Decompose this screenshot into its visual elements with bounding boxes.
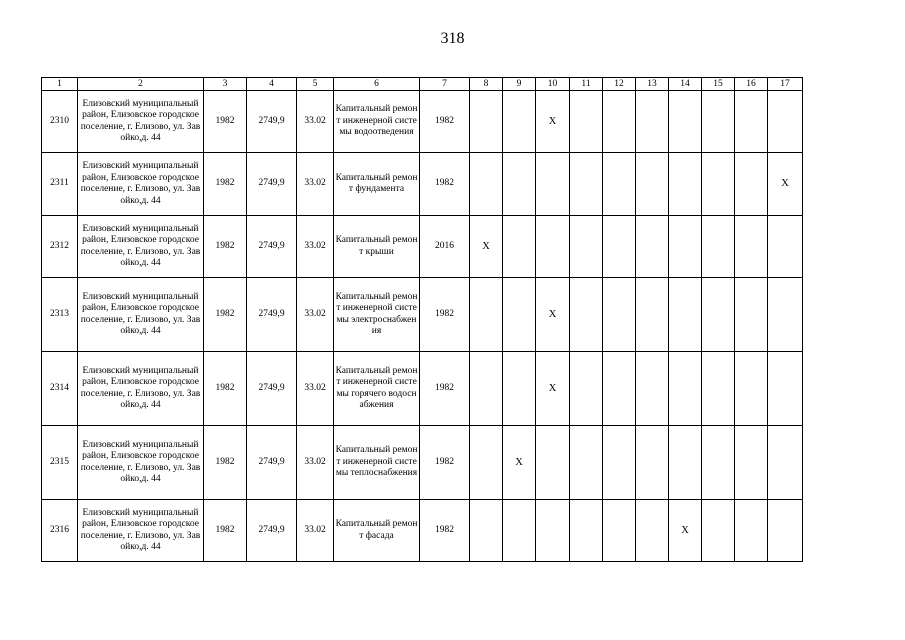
address-cell: Елизовский муниципальный район, Елизовское городское поселение, г. Елизово, ул. Завойко,д. 44 bbox=[78, 500, 204, 562]
page-number: 318 bbox=[440, 30, 465, 47]
rate-cell: 33.02 bbox=[297, 153, 334, 216]
column-header-17: 17 bbox=[768, 78, 803, 91]
empty-cell bbox=[702, 216, 735, 278]
column-header-4: 4 bbox=[247, 78, 297, 91]
empty-cell bbox=[570, 352, 603, 426]
empty-cell bbox=[669, 352, 702, 426]
empty-cell bbox=[570, 153, 603, 216]
column-header-16: 16 bbox=[735, 78, 768, 91]
work-type-cell: Капитальный ремонт инженерной системы горячего водоснабжения bbox=[334, 352, 420, 426]
empty-cell bbox=[503, 352, 536, 426]
area-cell: 2749,9 bbox=[247, 426, 297, 500]
table-row bbox=[42, 426, 803, 500]
row-number-cell: 2310 bbox=[42, 91, 78, 153]
build-year-cell: 1982 bbox=[204, 278, 247, 352]
empty-cell bbox=[636, 500, 669, 562]
table-row bbox=[42, 91, 803, 153]
area-cell: 2749,9 bbox=[247, 352, 297, 426]
empty-cell bbox=[470, 426, 503, 500]
address-cell: Елизовский муниципальный район, Елизовское городское поселение, г. Елизово, ул. Завойко,д. 44 bbox=[78, 426, 204, 500]
empty-cell bbox=[735, 278, 768, 352]
build-year-cell: 1982 bbox=[204, 426, 247, 500]
build-year-cell: 1982 bbox=[204, 500, 247, 562]
empty-cell bbox=[669, 153, 702, 216]
mark-cell: Х bbox=[669, 500, 702, 562]
table-row bbox=[42, 500, 803, 562]
mark-cell: Х bbox=[503, 426, 536, 500]
column-header-8: 8 bbox=[470, 78, 503, 91]
mark-cell: Х bbox=[536, 278, 570, 352]
row-number-cell: 2311 bbox=[42, 153, 78, 216]
empty-cell bbox=[636, 278, 669, 352]
empty-cell bbox=[470, 278, 503, 352]
empty-cell bbox=[603, 426, 636, 500]
address-cell: Елизовский муниципальный район, Елизовское городское поселение, г. Елизово, ул. Завойко,д. 44 bbox=[78, 153, 204, 216]
table-row bbox=[42, 216, 803, 278]
empty-cell bbox=[570, 278, 603, 352]
empty-cell bbox=[669, 91, 702, 153]
empty-cell bbox=[735, 153, 768, 216]
empty-cell bbox=[702, 426, 735, 500]
empty-cell bbox=[603, 500, 636, 562]
empty-cell bbox=[636, 352, 669, 426]
row-number-cell: 2314 bbox=[42, 352, 78, 426]
column-header-13: 13 bbox=[636, 78, 669, 91]
rate-cell: 33.02 bbox=[297, 216, 334, 278]
rate-cell: 33.02 bbox=[297, 500, 334, 562]
empty-cell bbox=[503, 216, 536, 278]
mark-cell: Х bbox=[768, 153, 803, 216]
empty-cell bbox=[636, 216, 669, 278]
planned-year-cell: 1982 bbox=[420, 91, 470, 153]
empty-cell bbox=[536, 153, 570, 216]
rate-cell: 33.02 bbox=[297, 278, 334, 352]
empty-cell bbox=[503, 500, 536, 562]
empty-cell bbox=[603, 216, 636, 278]
empty-cell bbox=[636, 91, 669, 153]
register-table bbox=[41, 77, 803, 562]
column-header-10: 10 bbox=[536, 78, 570, 91]
empty-cell bbox=[735, 426, 768, 500]
empty-cell bbox=[636, 426, 669, 500]
header-row bbox=[42, 78, 803, 91]
empty-cell bbox=[536, 426, 570, 500]
address-cell: Елизовский муниципальный район, Елизовское городское поселение, г. Елизово, ул. Завойко,д. 44 bbox=[78, 91, 204, 153]
work-type-cell: Капитальный ремонт инженерной системы теплоснабжения bbox=[334, 426, 420, 500]
column-header-7: 7 bbox=[420, 78, 470, 91]
empty-cell bbox=[570, 500, 603, 562]
empty-cell bbox=[470, 500, 503, 562]
empty-cell bbox=[735, 216, 768, 278]
empty-cell bbox=[768, 91, 803, 153]
work-type-cell: Капитальный ремонт инженерной системы электроснабжения bbox=[334, 278, 420, 352]
planned-year-cell: 1982 bbox=[420, 500, 470, 562]
work-type-cell: Капитальный ремонт фундамента bbox=[334, 153, 420, 216]
column-header-3: 3 bbox=[204, 78, 247, 91]
table-row bbox=[42, 153, 803, 216]
column-header-2: 2 bbox=[78, 78, 204, 91]
planned-year-cell: 1982 bbox=[420, 278, 470, 352]
address-cell: Елизовский муниципальный район, Елизовское городское поселение, г. Елизово, ул. Завойко,д. 44 bbox=[78, 352, 204, 426]
build-year-cell: 1982 bbox=[204, 216, 247, 278]
column-header-9: 9 bbox=[503, 78, 536, 91]
empty-cell bbox=[768, 278, 803, 352]
empty-cell bbox=[470, 153, 503, 216]
row-number-cell: 2313 bbox=[42, 278, 78, 352]
empty-cell bbox=[702, 500, 735, 562]
mark-cell: Х bbox=[470, 216, 503, 278]
row-number-cell: 2315 bbox=[42, 426, 78, 500]
empty-cell bbox=[470, 91, 503, 153]
empty-cell bbox=[768, 352, 803, 426]
build-year-cell: 1982 bbox=[204, 91, 247, 153]
table-row bbox=[42, 278, 803, 352]
mark-cell: Х bbox=[536, 91, 570, 153]
empty-cell bbox=[669, 216, 702, 278]
empty-cell bbox=[603, 91, 636, 153]
empty-cell bbox=[570, 216, 603, 278]
empty-cell bbox=[768, 500, 803, 562]
empty-cell bbox=[570, 426, 603, 500]
empty-cell bbox=[768, 216, 803, 278]
empty-cell bbox=[470, 352, 503, 426]
rate-cell: 33.02 bbox=[297, 352, 334, 426]
empty-cell bbox=[702, 153, 735, 216]
empty-cell bbox=[603, 278, 636, 352]
empty-cell bbox=[735, 352, 768, 426]
row-number-cell: 2316 bbox=[42, 500, 78, 562]
column-header-1: 1 bbox=[42, 78, 78, 91]
planned-year-cell: 1982 bbox=[420, 352, 470, 426]
area-cell: 2749,9 bbox=[247, 500, 297, 562]
work-type-cell: Капитальный ремонт крыши bbox=[334, 216, 420, 278]
empty-cell bbox=[503, 153, 536, 216]
empty-cell bbox=[503, 91, 536, 153]
table-row bbox=[42, 352, 803, 426]
column-header-14: 14 bbox=[669, 78, 702, 91]
empty-cell bbox=[735, 91, 768, 153]
rate-cell: 33.02 bbox=[297, 91, 334, 153]
rate-cell: 33.02 bbox=[297, 426, 334, 500]
address-cell: Елизовский муниципальный район, Елизовское городское поселение, г. Елизово, ул. Завойко,д. 44 bbox=[78, 216, 204, 278]
empty-cell bbox=[702, 278, 735, 352]
column-header-6: 6 bbox=[334, 78, 420, 91]
mark-cell: Х bbox=[536, 352, 570, 426]
column-header-15: 15 bbox=[702, 78, 735, 91]
empty-cell bbox=[603, 352, 636, 426]
empty-cell bbox=[669, 278, 702, 352]
build-year-cell: 1982 bbox=[204, 352, 247, 426]
empty-cell bbox=[768, 426, 803, 500]
work-type-cell: Капитальный ремонт инженерной системы водоотведения bbox=[334, 91, 420, 153]
planned-year-cell: 2016 bbox=[420, 216, 470, 278]
column-header-5: 5 bbox=[297, 78, 334, 91]
empty-cell bbox=[702, 352, 735, 426]
build-year-cell: 1982 bbox=[204, 153, 247, 216]
empty-cell bbox=[570, 91, 603, 153]
planned-year-cell: 1982 bbox=[420, 426, 470, 500]
work-type-cell: Капитальный ремонт фасада bbox=[334, 500, 420, 562]
empty-cell bbox=[669, 426, 702, 500]
area-cell: 2749,9 bbox=[247, 278, 297, 352]
column-header-11: 11 bbox=[570, 78, 603, 91]
area-cell: 2749,9 bbox=[247, 216, 297, 278]
empty-cell bbox=[503, 278, 536, 352]
column-header-12: 12 bbox=[603, 78, 636, 91]
empty-cell bbox=[702, 91, 735, 153]
row-number-cell: 2312 bbox=[42, 216, 78, 278]
empty-cell bbox=[636, 153, 669, 216]
planned-year-cell: 1982 bbox=[420, 153, 470, 216]
area-cell: 2749,9 bbox=[247, 153, 297, 216]
address-cell: Елизовский муниципальный район, Елизовское городское поселение, г. Елизово, ул. Завойко,д. 44 bbox=[78, 278, 204, 352]
empty-cell bbox=[735, 500, 768, 562]
empty-cell bbox=[536, 216, 570, 278]
area-cell: 2749,9 bbox=[247, 91, 297, 153]
empty-cell bbox=[603, 153, 636, 216]
empty-cell bbox=[536, 500, 570, 562]
